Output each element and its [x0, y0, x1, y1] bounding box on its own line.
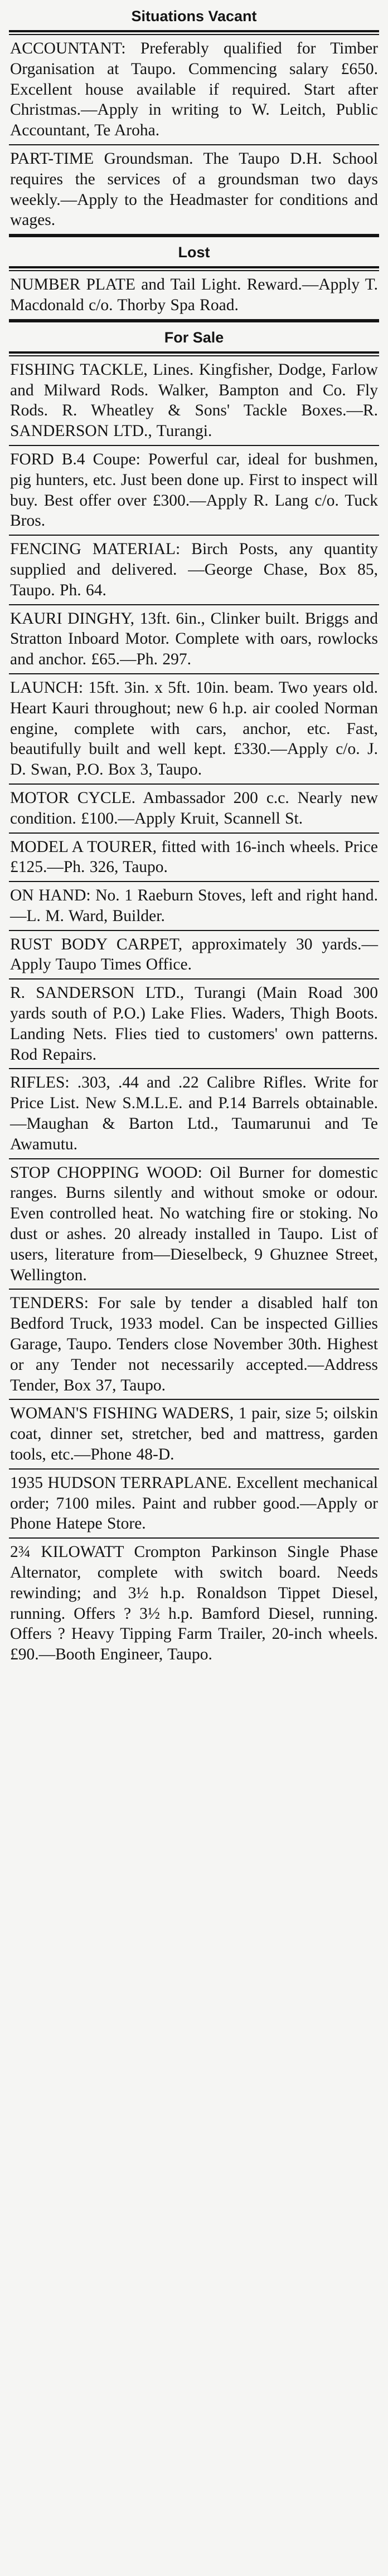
- ad-fencing-material: FENCING MATERIAL: Birch Posts, any quantity supplied and delivered. —George Chase, Box 85, Taupo. Ph. 64.: [10, 540, 378, 599]
- ad-stop-chopping-wood: STOP CHOPPING WOOD: Oil Burner for domestic ranges. Burns silently and without smoke or odour. Even controlled heat. No watching fire or stoking. No dust or ashes. 20 already installed in Taupo. List of users, literature from—Dieselbeck, 9 Ghuznee Street, Wellington.: [10, 1163, 378, 1284]
- ad-divider: [9, 1158, 379, 1159]
- ad-launch: LAUNCH: 15ft. 3in. x 5ft. 10in. beam. Two years old. Heart Kauri throughout; new 6 h.p. air cooled Norman engine, complete with cars, anchor, etc. Fast, beautifully built and well kept. £330.—Apply c/o. J. D. Swan, P.O. Box 3, Taupo.: [10, 678, 378, 779]
- ad-on-hand: ON HAND: No. 1 Raeburn Stoves, left and right hand.—L. M. Ward, Builder.: [10, 887, 378, 925]
- ad-hudson-terraplane: 1935 HUDSON TERRAPLANE. Excellent mechanical order; 7100 miles. Paint and rubber good.—Apply or Phone Hatepe Store.: [10, 1473, 378, 1533]
- ad-kauri-dinghy: KAURI DINGHY, 13ft. 6in., Clinker built. Briggs and Stratton Inboard Motor. Complete with oars, rowlocks and anchor. £65.—Ph. 297.: [10, 609, 378, 669]
- section-heading-for-sale: For Sale: [164, 329, 224, 346]
- section-divider: [9, 30, 379, 35]
- ad-divider: [9, 978, 379, 980]
- ad-number-plate: NUMBER PLATE and Tail Light. Reward.—Apply T. Macdonald c/o. Thorby Spa Road.: [10, 276, 378, 314]
- ad-divider: [9, 1289, 379, 1290]
- ad-divider: [9, 535, 379, 536]
- ad-divider: [9, 832, 379, 834]
- ad-fishing-tackle: FISHING TACKLE, Lines. Kingfisher, Dodge, Farlow and Milward Rods. Walker, Bampton and Co. Fly Rods. R. Wheatley & Sons' Tackle Boxes.—R. SANDERSON LTD., Turangi.: [10, 360, 378, 440]
- ad-rust-body-carpet: RUST BODY CARPET, approximately 30 yards.—Apply Taupo Times Office.: [10, 935, 378, 974]
- ad-divider: [9, 1399, 379, 1400]
- section-heading-lost: Lost: [178, 244, 210, 261]
- section-divider: [9, 266, 379, 271]
- ad-tenders: TENDERS: For sale by tender a disabled half ton Bedford Truck, 1933 model. Can be inspected Gillies Garage, Taupo. Tenders close November 30th. Highest or any Tender not necessarily accepted.—Address Tender, Box 37, Taupo.: [10, 1294, 378, 1394]
- ad-ford-coupe: FORD B.4 Coupe: Powerful car, ideal for bushmen, pig hunters, etc. Just been done up. First to inspect will buy. Best offer over £300.—Apply R. Lang c/o. Tuck Bros.: [10, 450, 378, 530]
- ad-model-a-tourer: MODEL A TOURER, fitted with 16-inch wheels. Price £125.—Ph. 326, Taupo.: [10, 838, 378, 876]
- ad-fishing-waders: WOMAN'S FISHING WADERS, 1 pair, size 5; oilskin coat, dinner set, stretcher, bed and mattress, garden tools, etc.—Phone 48-D.: [10, 1404, 378, 1464]
- section-divider: [9, 351, 379, 356]
- ad-groundsman: PART-TIME Groundsman. The Taupo D.H. School requires the services of a groundsman two days weekly.—Apply to the Headmaster for conditions and wages.: [10, 149, 378, 229]
- ad-accountant: ACCOUNTANT: Preferably qualified for Timber Organisation at Taupo. Commencing salary £650. Excellent house available if required. Start after Christmas.—Apply in writing to W. Leitch, Public Accountant, Te Aroha.: [10, 40, 378, 140]
- ad-sanderson: R. SANDERSON LTD., Turangi (Main Road 300 yards south of P.O.) Lake Flies. Waders, Thigh Boots. Landing Nets. Flies tied to customers' own patterns. Rod Repairs.: [10, 984, 378, 1064]
- ad-divider: [9, 783, 379, 785]
- ad-divider: [9, 144, 379, 145]
- ad-divider: [9, 1537, 379, 1539]
- ad-divider: [9, 604, 379, 605]
- ad-divider: [9, 445, 379, 446]
- ad-divider: [9, 881, 379, 882]
- section-divider: [9, 234, 379, 237]
- ad-motor-cycle: MOTOR CYCLE. Ambassador 200 c.c. Nearly new condition. £100.—Apply Kruit, Scannell St.: [10, 789, 378, 827]
- ad-divider: [9, 1468, 379, 1470]
- ad-rifles: RIFLES: .303, .44 and .22 Calibre Rifles. Write for Price List. New S.M.L.E. and P.14 Barrels obtainable.—Maughan & Barton Ltd., Taumarunui and Te Awamutu.: [10, 1074, 378, 1153]
- ad-divider: [9, 673, 379, 674]
- ad-alternator: 2¾ KILOWATT Crompton Parkinson Single Phase Alternator, complete with switch board. Needs rewinding; and 3½ h.p. Ronaldson Tippet Diesel, running. Offers ? 3½ h.p. Bamford Diesel, running. Offers ? Heavy Tipping Farm Trailer, 20-inch wheels. £90.—Booth Engineer, Taupo.: [10, 1543, 378, 1664]
- section-divider: [9, 319, 379, 322]
- ad-divider: [9, 1068, 379, 1069]
- section-heading-situations-vacant: Situations Vacant: [131, 8, 257, 25]
- ad-divider: [9, 930, 379, 931]
